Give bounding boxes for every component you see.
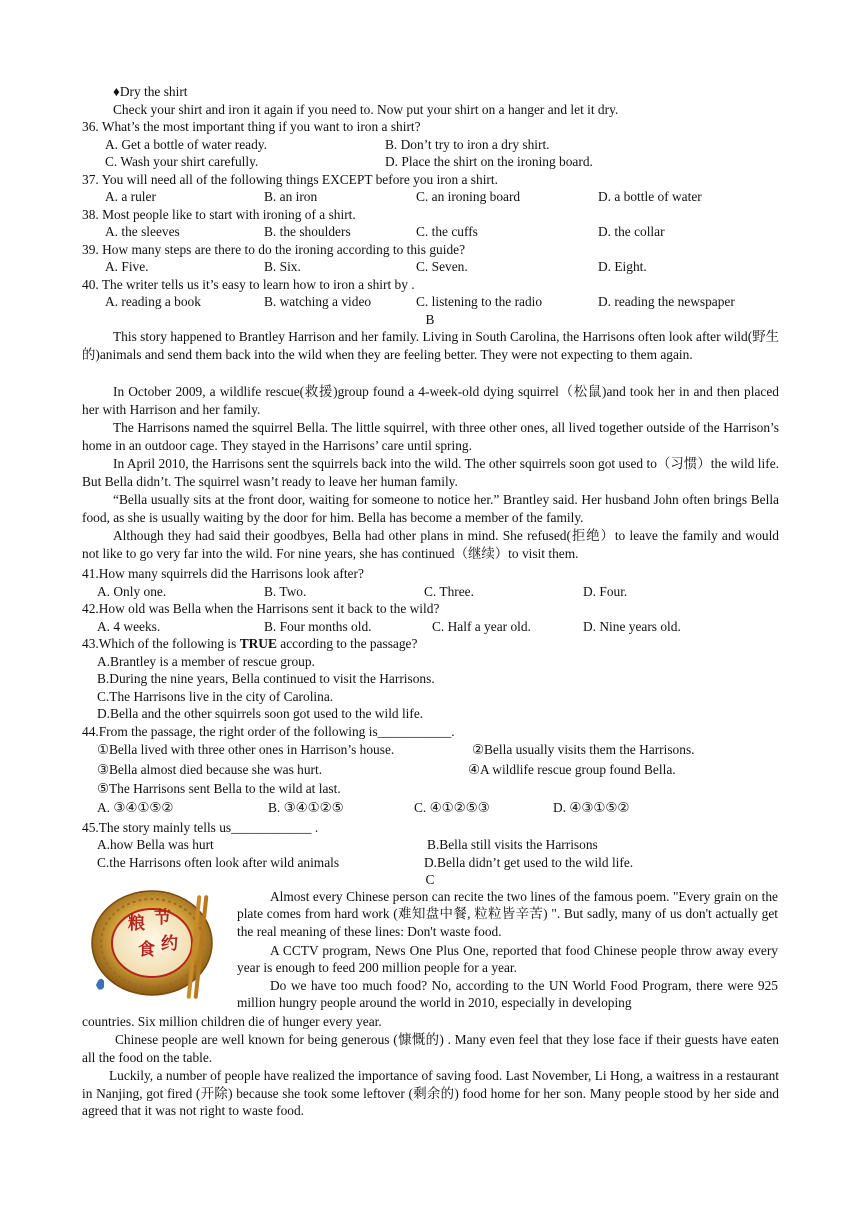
q44-item-2: ②Bella usually visits them the Harrisons.: [472, 742, 695, 757]
q44-item-5: ⑤The Harrisons sent Bella to the wild at last.: [97, 781, 341, 796]
section-heading-dry: ♦Dry the shirt: [113, 84, 188, 99]
passage-b-paragraph: “Bella usually sits at the front door, waiting for someone to notice her.” Brantley said. Her husband John often brings Bella food, as she is usually waiting by the door for him. Bella has become a member of the family.: [82, 492, 779, 525]
q41-option-c: C. Three.: [424, 584, 474, 599]
q37-option-d: D. a bottle of water: [598, 189, 702, 204]
q42-option-c: C. Half a year old.: [432, 619, 531, 634]
q44-option-b: B. ③④①②⑤: [268, 800, 344, 815]
passage-c-paragraph: Luckily, a number of people have realized the importance of saving food. Last November, Li Hong, a waitress in a restaurant in Nanjing, got fired (开除) because she took some leftover (剩余的) food home for her son. Many people stood by her side and agreed that it was not right to waste food.: [82, 1068, 779, 1119]
q39-option-a: A. Five.: [105, 259, 149, 274]
q45-option-b: B.Bella still visits the Harrisons: [427, 837, 598, 852]
q43-stem-post: according to the passage?: [276, 636, 418, 651]
q43-option-d: D.Bella and the other squirrels soon got used to the wild life.: [97, 706, 424, 721]
q38-option-c: C. the cuffs: [416, 224, 478, 239]
q42-option-d: D. Nine years old.: [583, 619, 681, 634]
q44-option-d: D. ④③①⑤②: [553, 800, 630, 815]
q36-stem: 36. What’s the most important thing if you want to iron a shirt?: [82, 119, 421, 134]
q43-stem-emphasis: TRUE: [239, 636, 277, 651]
q38-option-a: A. the sleeves: [105, 224, 180, 239]
q45-option-a: A.how Bella was hurt: [97, 837, 214, 852]
q44-option-a: A. ③④①⑤②: [97, 800, 174, 815]
passage-b-paragraph: This story happened to Brantley Harrison and her family. Living in South Carolina, the Harrisons often look after wild(野生的)animals and send them back into the wild when they are feeling better. They were not expecting to them again.: [82, 329, 779, 362]
emblem-char: 约: [161, 934, 178, 954]
q42-option-a: A. 4 weeks.: [97, 619, 161, 634]
dry-instruction: Check your shirt and iron it again if you need to. Now put your shirt on a hanger and let it dry.: [113, 102, 619, 117]
q37-stem: 37. You will need all of the following things EXCEPT before you iron a shirt.: [82, 172, 498, 187]
q40-option-d: D. reading the newspaper: [598, 294, 735, 309]
save-food-emblem: [86, 889, 228, 1005]
passage-c-paragraph-continued: countries. Six million children die of hunger every year.: [82, 1014, 382, 1029]
q43-option-c: C.The Harrisons live in the city of Carolina.: [97, 689, 334, 704]
q38-option-d: D. the collar: [598, 224, 665, 239]
q41-option-d: D. Four.: [583, 584, 628, 599]
q45-option-c: C.the Harrisons often look after wild animals: [97, 855, 340, 870]
q38-stem: 38. Most people like to start with ironing of a shirt.: [82, 207, 356, 222]
q40-stem: 40. The writer tells us it’s easy to learn how to iron a shirt by .: [82, 277, 415, 292]
q45-option-d: D.Bella didn’t get used to the wild life.: [424, 855, 634, 870]
q36-option-b: B. Don’t try to iron a dry shirt.: [385, 137, 550, 152]
q36-option-d: D. Place the shirt on the ironing board.: [385, 154, 593, 169]
emblem-char: 节: [154, 908, 171, 928]
q41-stem: 41.How many squirrels did the Harrisons look after?: [82, 566, 364, 581]
q39-option-b: B. Six.: [264, 259, 301, 274]
q36-option-a: A. Get a bottle of water ready.: [105, 137, 267, 152]
q43-option-b: B.During the nine years, Bella continued to visit the Harrisons.: [97, 671, 435, 686]
passage-c-paragraph: Almost every Chinese person can recite the two lines of the famous poem. "Every grain on the plate comes from hard work (难知盘中餐, 粒粒皆辛苦) ". But sadly, many of us don't actually get the real meaning of these lines: Don't waste food.: [237, 889, 778, 939]
q44-stem: 44.From the passage, the right order of the following is___________.: [82, 724, 455, 739]
q38-option-b: B. the shoulders: [264, 224, 351, 239]
q43-option-a: A.Brantley is a member of rescue group.: [97, 654, 315, 669]
q41-option-a: A. Only one.: [97, 584, 167, 599]
passage-b-paragraph: The Harrisons named the squirrel Bella. The little squirrel, with three other ones, all lived together outside of the Harrison’s home in an outdoor cage. They stayed in the Harrisons’ care until spring.: [82, 420, 779, 453]
q41-option-b: B. Two.: [264, 584, 307, 599]
q40-option-a: A. reading a book: [105, 294, 201, 309]
q44-item-4: ④A wildlife rescue group found Bella.: [468, 762, 676, 777]
q44-item-3: ③Bella almost died because she was hurt.: [97, 762, 323, 777]
passage-b-paragraph: Although they had said their goodbyes, Bella had other plans in mind. She refused(拒绝）to leave the family and would not like to go very far into the wild. For nine years, she has continued（继续）to visit them.: [82, 528, 779, 561]
q37-option-c: C. an ironing board: [416, 189, 521, 204]
q37-option-b: B. an iron: [264, 189, 318, 204]
q39-option-d: D. Eight.: [598, 259, 647, 274]
q43-stem: [82, 635, 417, 652]
q44-option-c: C. ④①②⑤③: [414, 800, 490, 815]
q42-stem: 42.How old was Bella when the Harrisons sent it back to the wild?: [82, 601, 440, 616]
section-label-b: B: [425, 312, 435, 327]
q42-option-b: B. Four months old.: [264, 619, 372, 634]
emblem-char: 粮: [128, 914, 145, 934]
q37-option-a: A. a ruler: [105, 189, 156, 204]
q39-stem: 39. How many steps are there to do the ironing according to this guide?: [82, 242, 466, 257]
q45-stem: 45.The story mainly tells us____________ .: [82, 820, 319, 835]
passage-c-paragraph: Chinese people are well known for being generous (慷慨的) . Many even feel that they lose face if their guests have eaten all the food on the table.: [82, 1032, 779, 1065]
passage-c-paragraph: Do we have too much food? No, according to the UN World Food Program, there were 925 million hungry people around the world in 2010, especially in developing: [237, 978, 778, 1011]
section-label-c: C: [425, 872, 435, 887]
q36-option-c: C. Wash your shirt carefully.: [105, 154, 259, 169]
q40-option-b: B. watching a video: [264, 294, 372, 309]
passage-b-paragraph: In October 2009, a wildlife rescue(救援)group found a 4-week-old dying squirrel（松鼠)and took her in and then placed her with Harrison and her family.: [82, 384, 779, 417]
q39-option-c: C. Seven.: [416, 259, 468, 274]
q40-option-c: C. listening to the radio: [416, 294, 543, 309]
emblem-char: 食: [138, 940, 155, 960]
passage-b-paragraph: In April 2010, the Harrisons sent the squirrels back into the wild. The other squirrels soon got used to（习惯）the wild life. But Bella didn’t. The squirrel wasn’t ready to leave her human family.: [82, 456, 779, 489]
passage-c-paragraph: A CCTV program, News One Plus One, reported that food Chinese people throw away every year is enough to feed 200 million people for a year.: [237, 943, 778, 976]
q43-stem-pre: 43.Which of the following is: [82, 636, 240, 651]
q44-item-1: ①Bella lived with three other ones in Harrison’s house.: [97, 742, 395, 757]
